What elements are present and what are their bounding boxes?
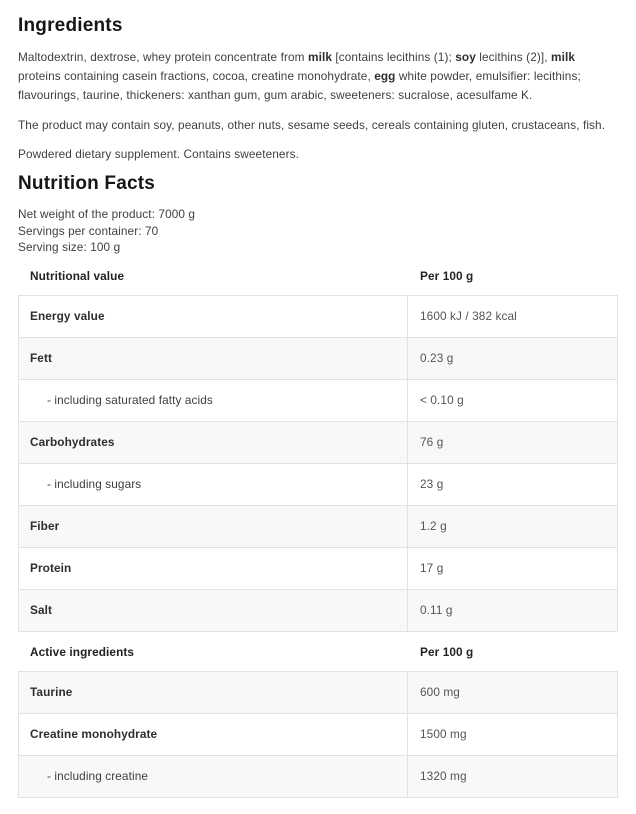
nutrient-label: Salt (19, 590, 408, 631)
nutrient-value: 76 g (420, 435, 444, 449)
table-row (19, 547, 617, 589)
table-header-unit: Per 100 g (420, 268, 474, 283)
nutrient-label: Fiber (19, 506, 408, 547)
serving-info-block (18, 206, 618, 256)
supplement-form-note: Powdered dietary supplement. Contains sweeteners. (18, 147, 299, 161)
nutrient-value: 0.11 g (420, 603, 453, 617)
net-weight-line: Net weight of the product: 7000 g (18, 207, 196, 221)
nutrient-value: 1.2 g (420, 519, 447, 533)
servings-per-container-line: Servings per container: 70 (18, 223, 159, 238)
table-row (19, 713, 617, 755)
nutrient-label: Creatine monohydrate (19, 714, 408, 755)
table-row (19, 296, 617, 337)
nutrient-value: < 0.10 g (420, 393, 464, 407)
nutrient-value: 1500 mg (420, 727, 467, 741)
nutrient-value: 1600 kJ / 382 kcal (420, 309, 517, 323)
table-row (19, 379, 617, 421)
active-ingredients-table-header (18, 632, 618, 671)
table-row (19, 589, 617, 631)
table-row (19, 505, 617, 547)
allergen-warning: The product may contain soy, peanuts, other nuts, sesame seeds, cereals containing gluten, crustaceans, fish. (18, 118, 606, 132)
table-row (19, 337, 617, 379)
ingredients-description: Maltodextrin, dextrose, whey protein concentrate from milk [contains lecithins (1); soy lecithins (2)], milk proteins containing casein fractions, cocoa, creatine monohydrate, egg white powder, emulsifier: lecithins; flavourings, taurine, thickeners: xanthan gum, gum arabic, sweeteners: sucralose, acesulfame K. (18, 50, 581, 102)
table-header-label: Nutritional value (30, 268, 125, 283)
nutrient-value: 600 mg (420, 685, 460, 699)
nutrient-label: - including saturated fatty acids (19, 380, 408, 421)
nutrient-value: 0.23 g (420, 351, 454, 365)
table-header-label: Active ingredients (30, 644, 135, 659)
ingredients-heading: Ingredients (18, 15, 123, 36)
table-row (19, 672, 617, 713)
serving-size-line: Serving size: 100 g (18, 240, 121, 254)
table-row (19, 421, 617, 463)
nutrient-label: Fett (19, 338, 408, 379)
nutrition-table-body (18, 295, 618, 632)
nutrition-table (18, 256, 618, 632)
nutrient-label: Taurine (19, 672, 408, 713)
table-row (19, 755, 617, 797)
nutrient-value: 1320 mg (420, 769, 467, 783)
active-ingredients-table (18, 632, 618, 798)
active-ingredients-table-body (18, 671, 618, 798)
nutrition-facts-heading: Nutrition Facts (18, 173, 156, 194)
nutrient-label: - including sugars (19, 464, 408, 505)
nutrient-value: 23 g (420, 477, 444, 491)
nutrient-label: Energy value (19, 296, 408, 337)
nutrient-value: 17 g (420, 561, 444, 575)
nutrient-label: Carbohydrates (19, 422, 408, 463)
nutrient-label: - including creatine (19, 756, 408, 797)
nutrient-label: Protein (19, 548, 408, 589)
nutrition-table-header (18, 256, 618, 295)
table-row (19, 463, 617, 505)
table-header-unit: Per 100 g (420, 644, 474, 659)
